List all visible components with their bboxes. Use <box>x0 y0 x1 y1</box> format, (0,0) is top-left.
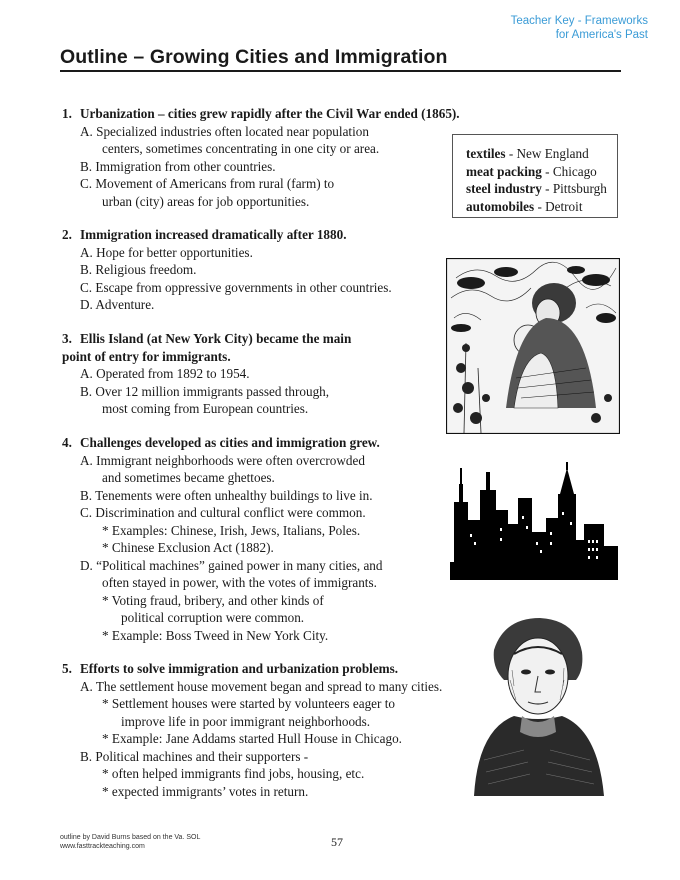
title-underline <box>60 70 621 72</box>
page-title: Outline – Growing Cities and Immigration <box>60 46 448 68</box>
outline-item-cont: urban (city) areas for job opportunities. <box>102 193 310 209</box>
outline-subitem: * Example: Jane Addams started Hull House in Chicago. <box>102 731 402 746</box>
section-number: 1. <box>62 106 72 121</box>
outline-item: D. “Political machines” gained power in many cities, and <box>80 557 383 573</box>
section-heading: Ellis Island (at New York City) became the main <box>80 331 352 346</box>
outline-item: A. The settlement house movement began and spread to many cities. <box>80 678 443 694</box>
industry-row: textiles - New England <box>466 146 589 161</box>
outline-section-5 <box>62 660 442 800</box>
outline-item-cont: often stayed in power, with the votes of immigrants. <box>102 575 377 590</box>
city-skyline-silhouette <box>450 462 618 580</box>
outline-subitem-cont: improve life in poor immigrant neighborhoods. <box>121 713 371 729</box>
outline-subitem: * Example: Boss Tweed in New York City. <box>102 627 329 643</box>
outline-item: B. Political machines and their supporters - <box>80 748 309 764</box>
outline-subitem: * Settlement houses were started by volunteers eager to <box>102 696 395 711</box>
section-heading: Urbanization – cities grew rapidly after the Civil War ended (1865). <box>80 106 460 121</box>
outline-item: B. Over 12 million immigrants passed through, <box>80 383 330 399</box>
section-heading: Challenges developed as cities and immigration grew. <box>80 435 380 450</box>
industry-row: meat packing - Chicago <box>466 163 597 179</box>
outline-section-3 <box>62 330 351 418</box>
outline-section-4 <box>62 434 383 644</box>
outline-item: C. Escape from oppressive governments in other countries. <box>80 279 392 295</box>
outline-subitem: * Chinese Exclusion Act (1882). <box>102 540 274 555</box>
outline-subitem-cont: political corruption were common. <box>121 610 305 625</box>
outline-item: A. Operated from 1892 to 1954. <box>80 366 250 381</box>
outline-subitem: * often helped immigrants find jobs, housing, etc. <box>102 766 365 781</box>
portrait-engraving <box>464 610 612 796</box>
outline-item-cont: and sometimes became ghettoes. <box>102 470 275 485</box>
outline-item: A. Immigrant neighborhoods were often overcrowded <box>80 452 365 468</box>
outline-section-1 <box>62 105 460 210</box>
outline-item: B. Religious freedom. <box>80 262 197 277</box>
outline-subitem: * Voting fraud, bribery, and other kinds of <box>102 592 324 608</box>
outline-item: A. Hope for better opportunities. <box>80 244 253 260</box>
outline-item: B. Immigration from other countries. <box>80 158 276 174</box>
footer-credit <box>60 833 200 851</box>
immigrant-mother-child-illustration <box>446 258 620 434</box>
outline-item: B. Tenements were often unhealthy buildings to live in. <box>80 487 373 503</box>
section-heading: Efforts to solve immigration and urbanization problems. <box>80 661 399 676</box>
teacher-key-line1: Teacher Key - Frameworks <box>510 15 648 27</box>
outline-item: C. Movement of Americans from rural (farm) to <box>80 176 335 191</box>
outline-item: D. Adventure. <box>80 297 155 312</box>
industry-row: steel industry - Pittsburgh <box>466 181 607 196</box>
section-heading: Immigration increased dramatically after 1880. <box>80 227 347 242</box>
footer-website: www.fasttrackteaching.com <box>60 843 145 850</box>
outline-item: A. Specialized industries often located near population <box>80 123 369 139</box>
industry-locations-box <box>452 134 618 218</box>
outline-section-2 <box>62 226 392 314</box>
outline-item-cont: most coming from European countries. <box>102 401 309 416</box>
section-number: 2. <box>62 227 72 242</box>
footer-credit-line1: outline by David Burns based on the Va. SOL <box>60 834 201 841</box>
section-number: 4. <box>62 435 72 450</box>
outline-subitem: * expected immigrants’ votes in return. <box>102 783 309 799</box>
section-number: 3. <box>62 331 72 346</box>
outline-item-cont: centers, sometimes concentrating in one city or area. <box>102 141 380 156</box>
page-number: 57 <box>331 835 343 849</box>
teacher-key-line2: for America's Past <box>555 29 648 41</box>
section-number: 5. <box>62 661 72 676</box>
section-heading-cont: point of entry for immigrants. <box>62 348 231 364</box>
outline-subitem: * Examples: Chinese, Irish, Jews, Italians, Poles. <box>102 522 361 538</box>
outline-item: C. Discrimination and cultural conflict were common. <box>80 505 366 520</box>
teacher-key-label <box>511 14 648 42</box>
industry-row: automobiles - Detroit <box>466 198 583 214</box>
